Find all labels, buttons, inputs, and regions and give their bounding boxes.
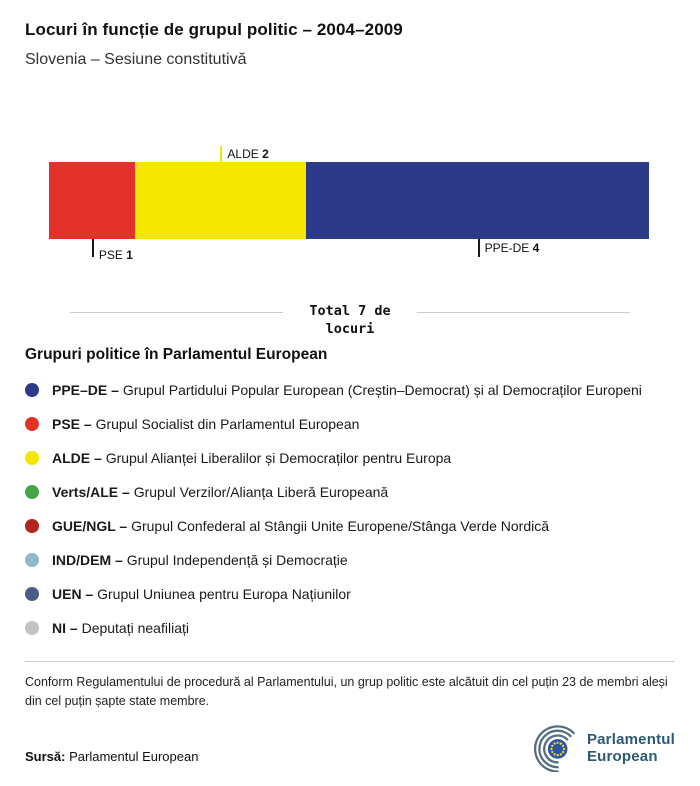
legend-color-dot bbox=[25, 519, 39, 533]
legend-desc: Grupul Partidului Popular European (Creștin–Democrat) și al Democraților Europeni bbox=[122, 382, 642, 399]
total-seats-label: Total 7 de locuri bbox=[309, 303, 391, 337]
legend-item-ind-dem bbox=[25, 543, 675, 577]
legend-desc: Grupul Confederal al Stângii Unite Europene/Stânga Verde Nordică bbox=[131, 518, 550, 535]
callout-label-alde: ALDE 2 bbox=[227, 147, 269, 161]
legend-desc: Grupul Uniunea pentru Europa Națiunilor bbox=[97, 586, 351, 603]
legend-color-dot bbox=[25, 485, 39, 499]
legend-item-uen bbox=[25, 577, 675, 611]
legend-item-alde bbox=[25, 441, 675, 475]
total-row bbox=[70, 303, 630, 338]
bottom-row bbox=[25, 724, 675, 772]
stacked-seat-bar bbox=[49, 162, 649, 239]
legend-abbr: PPE–DE – bbox=[52, 382, 119, 399]
bar-segment-pse bbox=[49, 162, 135, 239]
legend-desc: Grupul Verzilor/Alianța Liberă Europeană bbox=[133, 484, 389, 501]
legend-item-pse bbox=[25, 407, 675, 441]
legend-color-dot bbox=[25, 451, 39, 465]
legend-abbr: NI – bbox=[52, 620, 78, 637]
legend-desc: Grupul Socialist din Parlamentul European bbox=[95, 416, 360, 433]
legend-desc: Grupul Alianței Liberalilor și Democraților pentru Europa bbox=[105, 450, 452, 467]
legend bbox=[25, 373, 675, 645]
legend-desc: Grupul Independență și Democrație bbox=[126, 552, 348, 569]
callout-label-ppe-de: PPE-DE 4 bbox=[484, 241, 540, 255]
page-title: Locuri în funcție de grupul politic – 2004–2009 bbox=[25, 20, 403, 39]
bar-segment-alde bbox=[135, 162, 306, 239]
footnote-text: Conform Regulamentului de procedură al Parlamentului, un grup politic este alcătuit din cel puțin 23 de membri aleși din cel puțin șapte state membre. bbox=[25, 675, 668, 708]
callout-tick-ppe-de bbox=[478, 239, 480, 257]
page-subtitle: Slovenia – Sesiune constitutivă bbox=[25, 51, 247, 68]
legend-color-dot bbox=[25, 587, 39, 601]
callout-tick-alde bbox=[220, 146, 222, 162]
legend-abbr: Verts/ALE – bbox=[52, 484, 130, 501]
callout-label-pse: PSE 1 bbox=[98, 248, 133, 262]
ep-logo-line1: Parlamentul bbox=[586, 730, 675, 748]
legend-abbr: GUE/NGL – bbox=[52, 518, 128, 535]
source-label: Sursă: bbox=[25, 749, 66, 764]
total-rule-right bbox=[417, 312, 630, 313]
legend-abbr: IND/DEM – bbox=[52, 552, 123, 569]
ep-logo-wordmark bbox=[587, 731, 675, 766]
ep-logo bbox=[521, 724, 675, 772]
seats-chart bbox=[49, 136, 649, 273]
legend-item-verts-ale bbox=[25, 475, 675, 509]
chart-labels-above bbox=[49, 136, 649, 162]
legend-heading: Grupuri politice în Parlamentul European bbox=[25, 346, 328, 364]
legend-item-gue-ngl bbox=[25, 509, 675, 543]
legend-color-dot bbox=[25, 553, 39, 567]
bar-segment-ppe-de bbox=[306, 162, 649, 239]
footnote-divider bbox=[25, 661, 675, 662]
source-text: Parlamentul European bbox=[69, 749, 199, 764]
legend-item-ni bbox=[25, 611, 675, 645]
legend-color-dot bbox=[25, 383, 39, 397]
ep-hemicycle-icon bbox=[521, 724, 579, 772]
legend-abbr: PSE – bbox=[52, 416, 92, 433]
legend-desc: Deputați neafiliați bbox=[81, 620, 189, 637]
legend-abbr: ALDE – bbox=[52, 450, 102, 467]
legend-item-ppe-de bbox=[25, 373, 675, 407]
legend-color-dot bbox=[25, 621, 39, 635]
ep-logo-line2: European bbox=[586, 748, 658, 765]
legend-color-dot bbox=[25, 417, 39, 431]
legend-abbr: UEN – bbox=[52, 586, 94, 603]
callout-tick-pse bbox=[92, 239, 94, 257]
total-rule-left bbox=[70, 312, 283, 313]
chart-labels-below bbox=[49, 239, 649, 273]
source-line bbox=[25, 749, 198, 764]
